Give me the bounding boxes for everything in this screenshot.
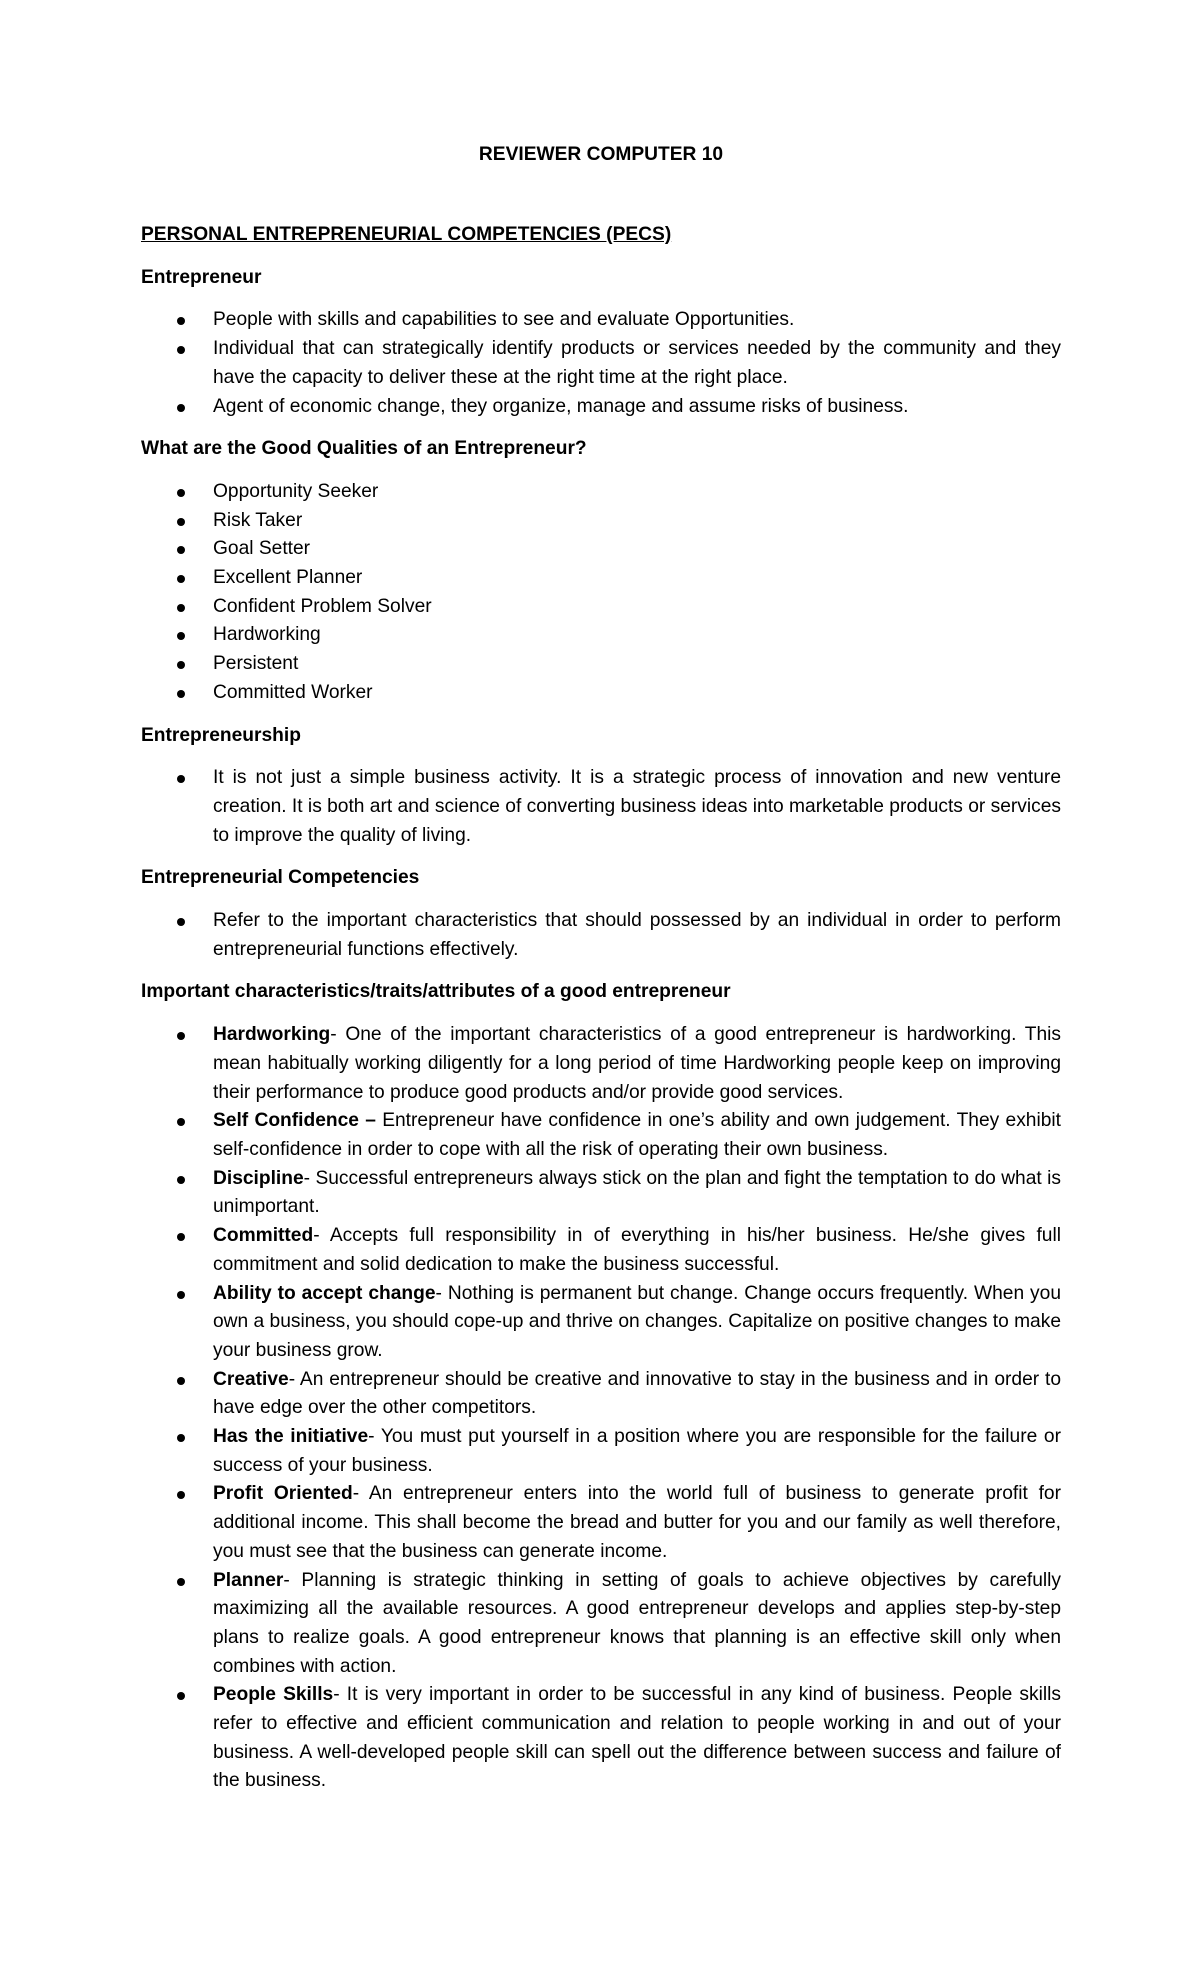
- bullet-icon: [177, 1032, 185, 1040]
- list-item: [141, 679, 1061, 708]
- list-item-text: Goal Setter: [213, 538, 311, 560]
- bullet-icon: [177, 1434, 185, 1442]
- heading-entrepreneurship: Entrepreneurship: [141, 724, 301, 746]
- list-item: [141, 650, 1061, 679]
- trait-term: Planner: [213, 1569, 284, 1591]
- heading-traits: Important characteristics/traits/attributes of a good entrepreneur: [141, 981, 731, 1003]
- section-title: PERSONAL ENTREPRENEURIAL COMPETENCIES (PECS): [141, 224, 672, 245]
- bullet-icon: [177, 404, 185, 412]
- trait-text: Entrepreneur have confidence in one’s ability and own judgement. They exhibit self-confidence in order to cope with all the risk of operating their own business.: [213, 1110, 1061, 1160]
- list-item-text: Risk Taker: [213, 509, 303, 531]
- heading-good-qualities: What are the Good Qualities of an Entrepreneur?: [141, 438, 587, 460]
- bullet-icon: [177, 918, 185, 926]
- trait-term: Discipline: [213, 1167, 304, 1189]
- list-item: [141, 564, 1061, 593]
- bullet-icon: [177, 1176, 185, 1184]
- bullet-icon: [177, 575, 185, 583]
- bullet-icon: [177, 317, 185, 325]
- list-entrepreneur: [141, 306, 1061, 421]
- list-item: [141, 1423, 1061, 1480]
- bullet-icon: [177, 661, 185, 669]
- list-item: [141, 1165, 1061, 1222]
- bullet-icon: [177, 489, 185, 497]
- list-competencies: [141, 907, 1061, 964]
- heading-competencies: Entrepreneurial Competencies: [141, 867, 420, 889]
- list-item: [141, 335, 1061, 392]
- list-item: [141, 507, 1061, 536]
- list-item: [141, 535, 1061, 564]
- bullet-icon: [177, 1233, 185, 1241]
- bullet-icon: [177, 518, 185, 526]
- bullet-icon: [177, 690, 185, 698]
- list-good-qualities: [141, 478, 1061, 708]
- bullet-icon: [177, 1692, 185, 1700]
- list-item: [141, 1222, 1061, 1279]
- list-item: [141, 393, 1061, 422]
- trait-text: - Planning is strategic thinking in setting of goals to achieve objectives by carefully maximizing all the available resources. A good entrepreneur develops and applies step-by-step plans to realize goals. A good entrepreneur knows that planning is an effective skill only when combines with action.: [213, 1569, 1061, 1677]
- trait-text: - Successful entrepreneurs always stick on the plan and fight the temptation to do what is unimportant.: [213, 1167, 1061, 1218]
- list-item-text: Confident Problem Solver: [213, 595, 432, 617]
- list-item: [141, 621, 1061, 650]
- trait-text: - An entrepreneur should be creative and innovative to stay in the business and in order to have edge over the other competitors.: [213, 1368, 1061, 1419]
- trait-term: Hardworking: [213, 1024, 331, 1046]
- document-title: REVIEWER COMPUTER 10: [478, 144, 724, 165]
- list-item: [141, 1107, 1061, 1164]
- list-item: [141, 907, 1061, 964]
- trait-term: Ability to accept change: [213, 1282, 436, 1304]
- list-item: [141, 1280, 1061, 1366]
- bullet-icon: [177, 1291, 185, 1299]
- trait-term: People Skills: [213, 1684, 334, 1706]
- list-item: [141, 306, 1061, 335]
- list-item: [141, 1567, 1061, 1682]
- list-item-text: Agent of economic change, they organize, manage and assume risks of business.: [213, 395, 909, 417]
- bullet-icon: [177, 604, 185, 612]
- trait-text: - Accepts full responsibility in of everything in his/her business. He/she gives full commitment and solid dedication to make the business successful.: [213, 1225, 1061, 1275]
- trait-text: - Nothing is permanent but change. Change occurs frequently. When you own a business, you should cope-up and thrive on changes. Capitalize on positive changes to make your business grow.: [213, 1282, 1061, 1361]
- list-entrepreneurship: [141, 764, 1061, 850]
- bullet-icon: [177, 346, 185, 354]
- list-item-text: It is not just a simple business activity. It is a strategic process of innovation and new venture creation. It is both art and science of converting business ideas into marketable products or services to improve the quality of living.: [213, 767, 1061, 846]
- list-item-text: Individual that can strategically identify products or services needed by the community and they have the capacity to deliver these at the right time at the right place.: [213, 338, 1061, 388]
- list-item-text: Refer to the important characteristics that should possessed by an individual in order to perform entrepreneurial functions effectively.: [213, 910, 1061, 960]
- list-item-text: Persistent: [213, 653, 299, 675]
- trait-text: - You must put yourself in a position where you are responsible for the failure or success of your business.: [213, 1426, 1061, 1476]
- bullet-icon: [177, 1578, 185, 1586]
- heading-entrepreneur: Entrepreneur: [141, 266, 262, 288]
- list-item: [141, 1021, 1061, 1107]
- list-item: [141, 1366, 1061, 1423]
- list-item-text: People with skills and capabilities to see and evaluate Opportunities.: [213, 309, 795, 331]
- bullet-icon: [177, 632, 185, 640]
- list-item: [141, 593, 1061, 622]
- list-traits: [141, 1021, 1061, 1796]
- trait-term: Committed: [213, 1225, 314, 1247]
- trait-text: - One of the important characteristics of a good entrepreneur is hardworking. This mean habitually working diligently for a long period of time Hardworking people keep on improving their performance to produce good products and/or provide good services.: [213, 1024, 1061, 1103]
- bullet-icon: [177, 775, 185, 783]
- list-item-text: Hardworking: [213, 624, 321, 646]
- list-item-text: Committed Worker: [213, 681, 373, 703]
- trait-term: Self Confidence –: [213, 1110, 376, 1132]
- trait-text: - An entrepreneur enters into the world full of business to generate profit for additional income. This shall become the bread and butter for you and our family as well therefore, you must see that the business can generate income.: [213, 1483, 1061, 1562]
- trait-term: Has the initiative: [213, 1426, 369, 1448]
- bullet-icon: [177, 546, 185, 554]
- document-content: [141, 141, 1061, 1796]
- list-item: [141, 478, 1061, 507]
- bullet-icon: [177, 1118, 185, 1126]
- trait-text: - It is very important in order to be successful in any kind of business. People skills refer to effective and efficient communication and relation to people working in and out of your business. A well-developed people skill can spell out the difference between success and failure of the business.: [213, 1684, 1061, 1792]
- list-item: [141, 1681, 1061, 1796]
- bullet-icon: [177, 1491, 185, 1499]
- list-item-text: Opportunity Seeker: [213, 480, 379, 502]
- list-item-text: Excellent Planner: [213, 567, 363, 589]
- trait-term: Creative: [213, 1368, 289, 1390]
- list-item: [141, 1480, 1061, 1566]
- bullet-icon: [177, 1377, 185, 1385]
- list-item: [141, 764, 1061, 850]
- trait-term: Profit Oriented: [213, 1483, 353, 1505]
